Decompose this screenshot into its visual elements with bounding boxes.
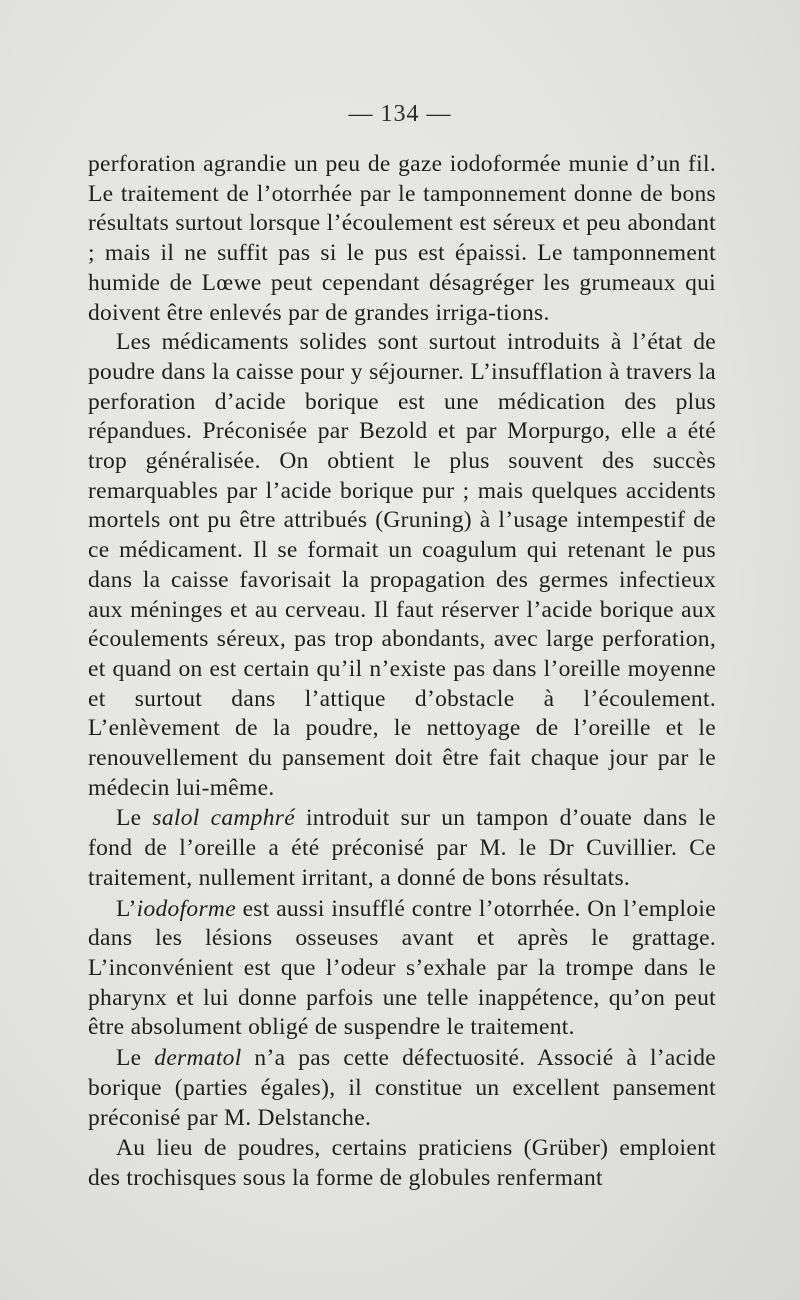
- term-salol-camphre: salol camphré: [152, 805, 295, 832]
- paragraph-4-lead: L’: [116, 895, 137, 922]
- body-text: [88, 150, 716, 1194]
- paragraph-3-lead: Le: [116, 805, 153, 832]
- paragraph-6: Au lieu de poudres, certains praticiens (Grüber) emploient des trochisques sous la forme de globules renfermant: [88, 1135, 716, 1191]
- paragraph-5-lead: Le: [116, 1045, 155, 1072]
- paragraph-4: [88, 895, 716, 1044]
- page-number: — 134 —: [348, 101, 452, 127]
- term-iodoforme: iodoforme: [136, 895, 236, 922]
- paragraph-4-text: est aussi insufflé contre l’otorrhée. On l’emploie dans les lésions osseuses avant et après le grattage. L’inconvénient est que l’odeur s’exhale par la trompe dans le pharynx et lui donne parfois une telle inappétence, qu’on peut être absolument obligé de suspendre le traitement.: [88, 895, 716, 1041]
- paragraph-1: perforation agrandie un peu de gaze iodoformée munie d’un fil. Le traitement de l’otorrhée par le tamponnement donne de bons résultats surtout lorsque l’écoulement est séreux et peu abondant ; mais il ne suffit pas si le pus est épaissi. Le tamponnement humide de Lœwe peut cependant désagréger les grumeaux qui doivent être enlevés par de grandes irriga-tions.: [88, 151, 716, 326]
- paragraph-3-text: introduit sur un tampon d’ouate dans le fond de l’oreille a été préconisé par M. le Dr Cuvillier. Ce traitement, nullement irritant, a donné de bons résultats.: [88, 805, 716, 891]
- paragraph-3: [88, 804, 716, 893]
- paragraph-2: Les médicaments solides sont surtout introduits à l’état de poudre dans la caisse pour y séjourner. L’insufflation à travers la perforation d’acide borique est une médication des plus répandues. Préconisée par Bezold et par Morpurgo, elle a été trop généralisée. On obtient le plus souvent des succès remarquables par l’acide borique pur ; mais quelques accidents mortels ont pu être attribués (Gruning) à l’usage intempestif de ce médicament. Il se formait un coagulum qui retenant le pus dans la caisse favorisait la propagation des germes infectieux aux méninges et au cerveau. Il faut réserver l’acide borique aux écoulements séreux, pas trop abondants, avec large perforation, et quand on est certain qu’il n’existe pas dans l’oreille moyenne et surtout dans l’attique d’obstacle à l’écoulement. L’enlèvement de la poudre, le nettoyage de l’oreille et le renouvellement du pansement doit être fait chaque jour par le médecin lui-même.: [88, 329, 716, 801]
- term-dermatol: dermatol: [154, 1045, 242, 1072]
- paragraph-5: [88, 1044, 716, 1133]
- paragraph-5-text: n’a pas cette défectuosité. Associé à l’acide borique (parties égales), il constitue un excellent pansement préconisé par M. Delstanche.: [88, 1045, 716, 1131]
